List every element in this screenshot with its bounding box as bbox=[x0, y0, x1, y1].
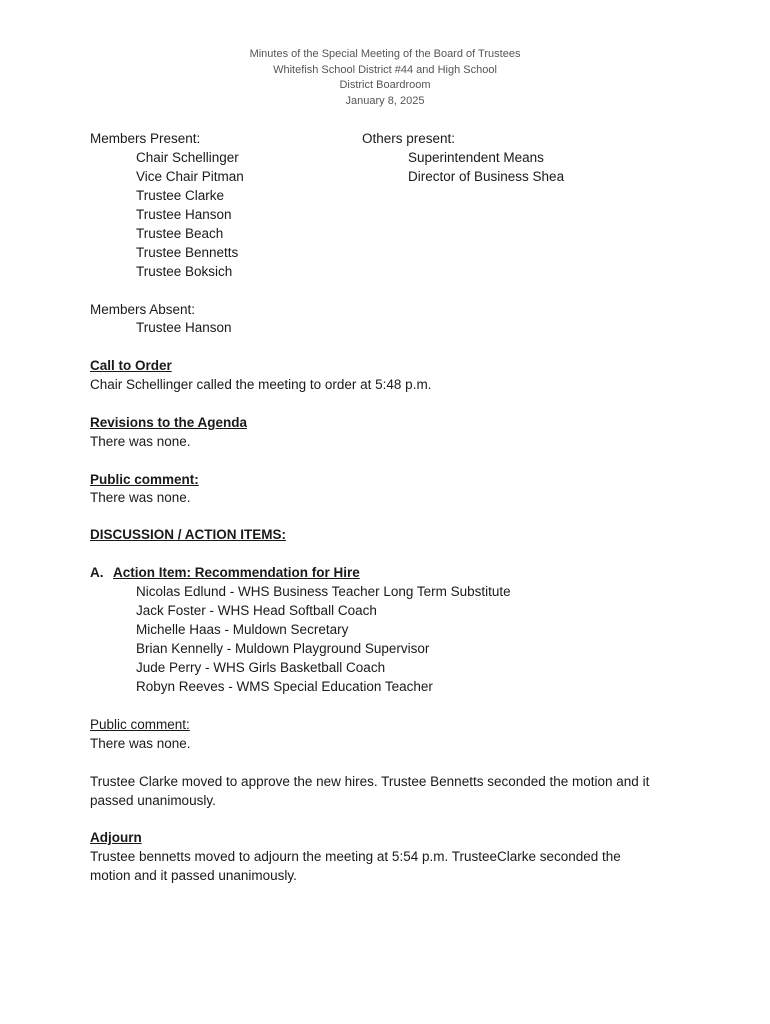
revisions-text: There was none. bbox=[90, 434, 191, 449]
header-title: Minutes of the Special Meeting of the Board of Trustees bbox=[249, 48, 521, 60]
hire-item: Robyn Reeves - WMS Special Education Teacher bbox=[136, 679, 433, 694]
member-present: Trustee Boksich bbox=[136, 264, 233, 279]
member-present: Trustee Beach bbox=[136, 226, 224, 241]
member-present: Chair Schellinger bbox=[136, 150, 239, 165]
item-a-marker: A. bbox=[90, 565, 104, 580]
other-present: Superintendent Means bbox=[408, 150, 544, 165]
item-a-heading: Action Item: Recommendation for Hire bbox=[113, 565, 360, 580]
members-absent-label: Members Absent: bbox=[90, 302, 196, 317]
hire-item: Jude Perry - WHS Girls Basketball Coach bbox=[136, 660, 386, 675]
item-a-public-comment-text: There was none. bbox=[90, 736, 191, 751]
member-present: Vice Chair Pitman bbox=[136, 169, 244, 184]
adjourn-text: Trustee bennetts moved to adjourn the meeting at 5:54 p.m. TrusteeClarke seconded the bbox=[90, 849, 621, 864]
header-district: Whitefish School District #44 and High School bbox=[273, 64, 497, 76]
item-a-public-comment-label: Public comment: bbox=[90, 717, 190, 732]
discussion-heading: DISCUSSION / ACTION ITEMS: bbox=[90, 527, 287, 542]
adjourn-heading: Adjourn bbox=[90, 830, 142, 845]
public-comment-heading: Public comment: bbox=[90, 472, 199, 487]
member-present: Trustee Clarke bbox=[136, 188, 225, 203]
others-present-label: Others present: bbox=[362, 131, 456, 146]
item-a-motion: passed unanimously. bbox=[90, 793, 216, 808]
members-present-label: Members Present: bbox=[90, 131, 201, 146]
hire-item: Michelle Haas - Muldown Secretary bbox=[136, 622, 349, 637]
item-a-motion: Trustee Clarke moved to approve the new hires. Trustee Bennetts seconded the motion and it bbox=[90, 774, 650, 789]
member-present: Trustee Bennetts bbox=[136, 245, 239, 260]
hire-item: Nicolas Edlund - WHS Business Teacher Long Term Substitute bbox=[136, 584, 511, 599]
revisions-heading: Revisions to the Agenda bbox=[90, 415, 248, 430]
other-present: Director of Business Shea bbox=[408, 169, 565, 184]
header-date: January 8, 2025 bbox=[345, 95, 425, 107]
adjourn-text: motion and it passed unanimously. bbox=[90, 868, 297, 883]
header-location: District Boardroom bbox=[339, 79, 431, 91]
hire-item: Jack Foster - WHS Head Softball Coach bbox=[136, 603, 377, 618]
member-present: Trustee Hanson bbox=[136, 207, 232, 222]
hire-item: Brian Kennelly - Muldown Playground Supervisor bbox=[136, 641, 430, 656]
call-to-order-heading: Call to Order bbox=[90, 358, 172, 373]
public-comment-text: There was none. bbox=[90, 490, 191, 505]
member-absent: Trustee Hanson bbox=[136, 320, 232, 335]
call-to-order-text: Chair Schellinger called the meeting to order at 5:48 p.m. bbox=[90, 377, 432, 392]
